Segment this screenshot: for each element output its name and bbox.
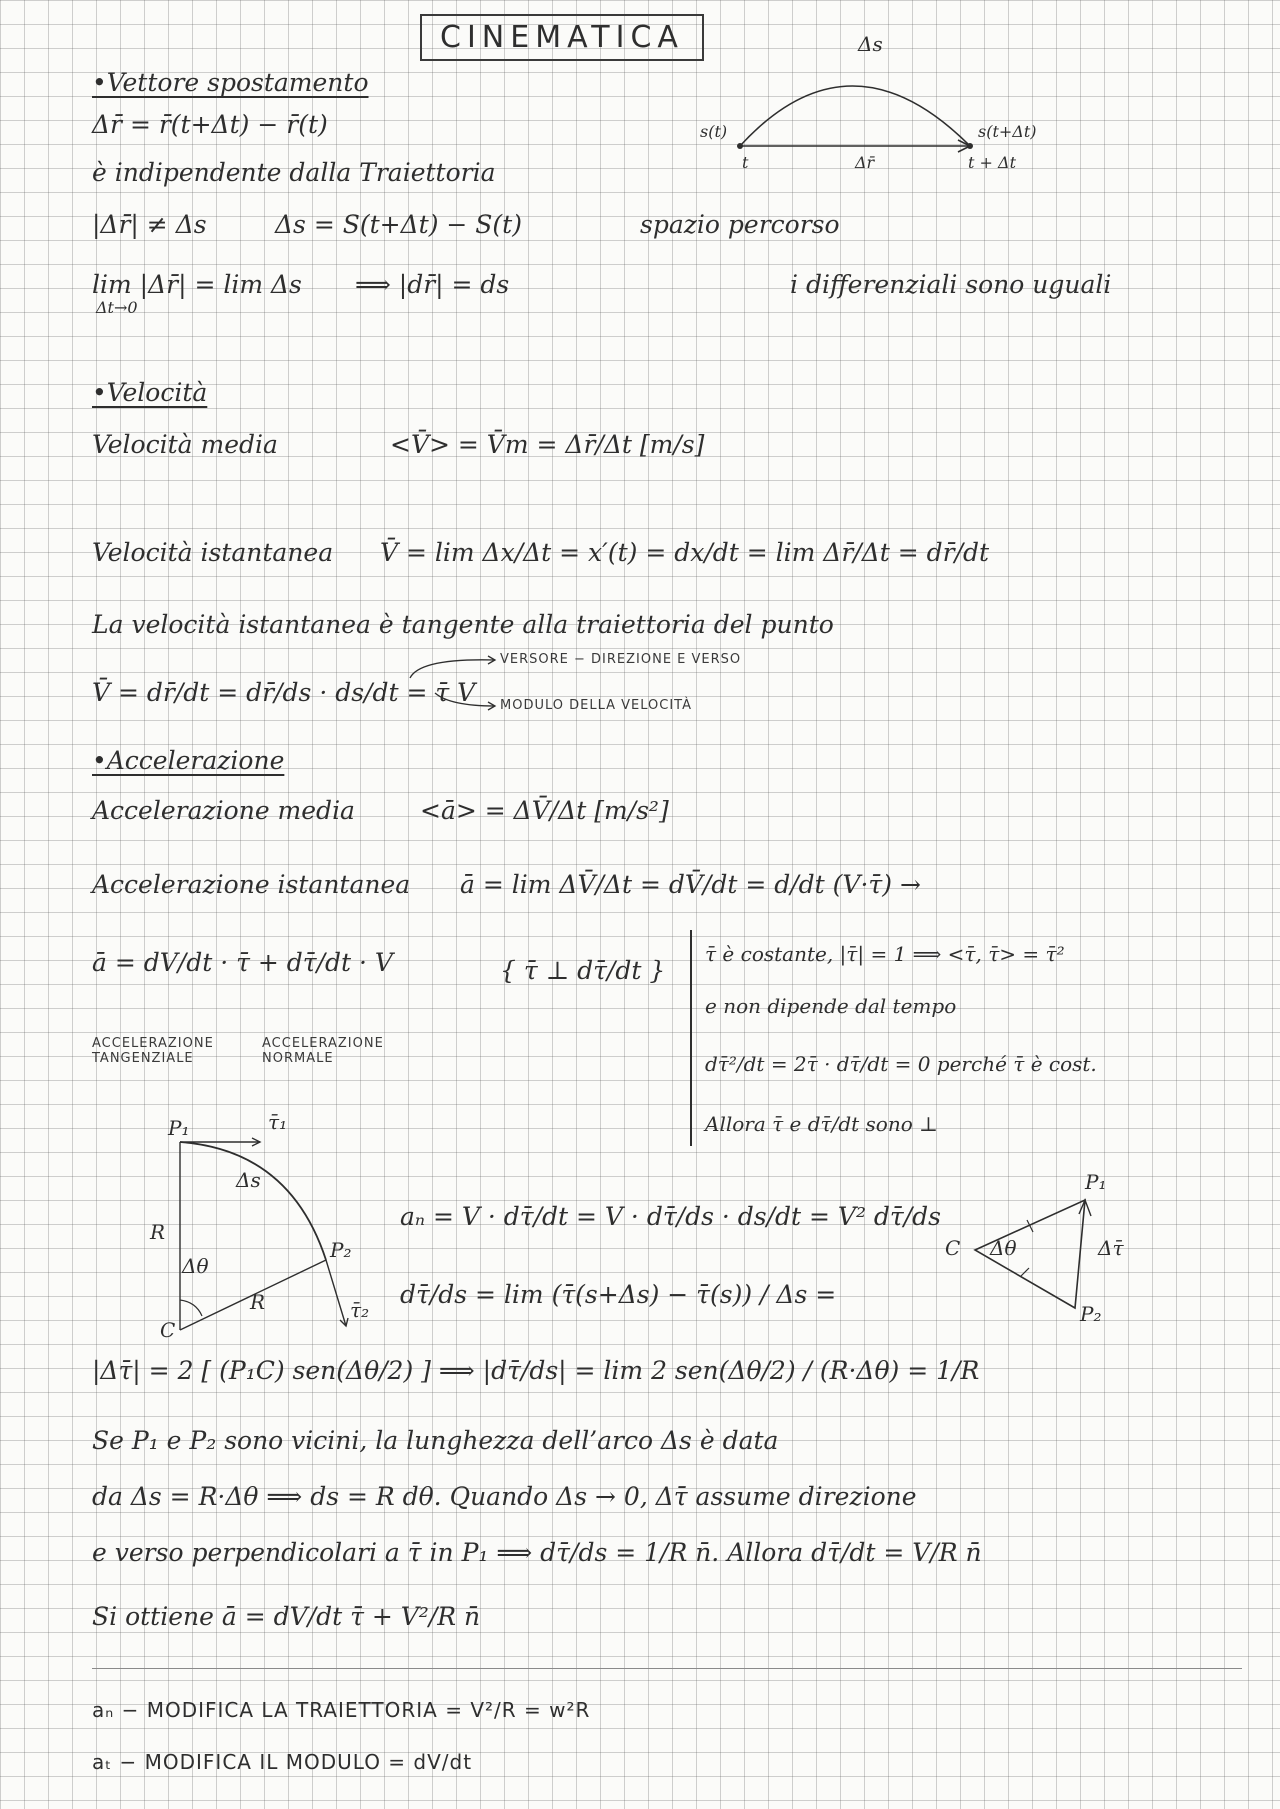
paragraph-line-1: Se P₁ e P₂ sono vicini, la lunghezza dell’arco Δs è data [92,1426,779,1455]
annotation-arrows [390,648,500,718]
diagram-label-s-tdt: s(t+Δt) [978,122,1037,141]
figure-label-ds: Δs [236,1168,261,1192]
diagram-label-tdt: t + Δt [968,153,1016,172]
page-title: CINEMATICA [420,14,704,61]
triangle-label-p1: P₁ [1085,1170,1107,1194]
limit-subscript: Δt→0 [96,298,138,317]
label-velocita-media: Velocità media [92,430,278,459]
proof-line-4: Allora τ̄ e dτ̄/dt sono ⊥ [705,1112,938,1136]
triangle-label-dtheta: Δθ [990,1236,1017,1260]
equation-accelerazione-istantanea: ā = lim ΔV̄/Δt = dV̄/dt = d/dt (V·τ̄) → [460,870,921,899]
equation-velocita-media: <V̄> = V̄m = Δr̄/Δt [m/s] [390,430,705,459]
label-velocita-istantanea: Velocità istantanea [92,538,334,567]
equation-normal-acceleration: aₙ = V · dτ̄/dt = V · dτ̄/ds · ds/dt = V² dτ̄/ds [400,1202,942,1231]
figure-label-dtheta: Δθ [182,1254,209,1278]
label-normal: ACCELERAZIONE NORMALE [262,1036,384,1066]
triangle-figure [955,1180,1115,1320]
diagram-label-s-t: s(t) [700,122,728,141]
triangle-label-dtau: Δτ̄ [1098,1236,1124,1260]
equation-modulus-neq: |Δr̄| ≠ Δs [92,210,207,239]
note-path: spazio percorso [640,210,840,239]
triangle-label-c: C [945,1236,961,1260]
divider [92,1668,1242,1669]
figure-label-c: C [160,1318,176,1342]
equation-velocita-istantanea: V̄ = lim Δx/Δt = x′(t) = dx/dt = lim Δr̄/Δt = dr̄/dt [380,538,990,567]
equation-displacement: Δr̄ = r̄(t+Δt) − r̄(t) [92,110,328,139]
figure-label-p1: P₁ [168,1116,190,1140]
paragraph-line-3: e verso perpendicolari a τ̄ in P₁ ⟹ dτ̄/ds = 1/R n̄. Allora dτ̄/dt = V/R n̄ [92,1538,982,1567]
proof-line-2: e non dipende dal tempo [705,994,957,1018]
proof-line-3: dτ̄²/dt = 2τ̄ · dτ̄/dt = 0 perché τ̄ è cost. [705,1052,1097,1076]
diagram-label-ds: Δs [858,32,883,56]
equation-dtau-limit: dτ̄/ds = lim (τ̄(s+Δs) − τ̄(s)) / Δs = [400,1280,837,1309]
equation-path-length: Δs = S(t+Δt) − S(t) [275,210,522,239]
figure-label-p2: P₂ [330,1238,352,1262]
figure-label-r-bottom: R [250,1290,266,1314]
equation-acceleration-decomposition: ā = dV/dt · τ̄ + dτ̄/dt · V [92,948,393,977]
annotation-modulo: MODULO DELLA VELOCITÀ [500,698,693,713]
proof-line-1: τ̄ è costante, |τ̄| = 1 ⟹ <τ̄, τ̄> = τ̄² [705,942,1065,966]
equation-velocity-decomposition: V̄ = dr̄/dt = dr̄/ds · ds/dt = τ̄ V [92,678,476,707]
figure-label-tau1: τ̄₁ [268,1110,288,1134]
equation-accelerazione-media: <ā> = ΔV̄/Δt [m/s²] [420,796,669,825]
annotation-versore: VERSORE − DIREZIONE E VERSO [500,652,742,667]
summary-tangential: aₜ − MODIFICA IL MODULO = dV/dt [92,1750,473,1774]
figure-label-r-left: R [150,1220,166,1244]
label-tangential: ACCELERAZIONE TANGENZIALE [92,1036,214,1066]
figure-label-tau2: τ̄₂ [350,1298,370,1322]
section-heading-accelerazione: •Accelerazione [92,746,285,775]
section-heading-spostamento: •Vettore spostamento [92,68,369,97]
triangle-label-p2: P₂ [1080,1302,1102,1326]
note-independent: è indipendente dalla Traiettoria [92,158,496,187]
diagram-label-t: t [742,153,749,172]
equation-delta-tau: |Δτ̄| = 2 [ (P₁C) sen(Δθ/2) ] ⟹ |dτ̄/ds| = lim 2 sen(Δθ/2) / (R·Δθ) = 1/R [92,1356,980,1385]
perpendicular-brace: { τ̄ ⊥ dτ̄/dt } [500,956,666,985]
note-differentials: i differenziali sono uguali [790,270,1112,299]
result-equation: Si ottiene ā = dV/dt τ̄ + V²/R n̄ [92,1602,481,1631]
equation-limit: lim |Δr̄| = lim Δs [92,270,302,299]
summary-normal: aₙ − MODIFICA LA TRAIETTORIA = V²/R = w²R [92,1698,591,1722]
label-accelerazione-media: Accelerazione media [92,796,355,825]
section-heading-velocita: •Velocità [92,378,208,407]
diagram-label-dr: Δr̄ [855,153,875,172]
equation-differential: ⟹ |dr̄| = ds [355,270,510,299]
paragraph-line-2: da Δs = R·Δθ ⟹ ds = R dθ. Quando Δs → 0, Δτ̄ assume direzione [92,1482,917,1511]
note-tangent: La velocità istantanea è tangente alla traiettoria del punto [92,610,834,639]
label-accelerazione-istantanea: Accelerazione istantanea [92,870,411,899]
